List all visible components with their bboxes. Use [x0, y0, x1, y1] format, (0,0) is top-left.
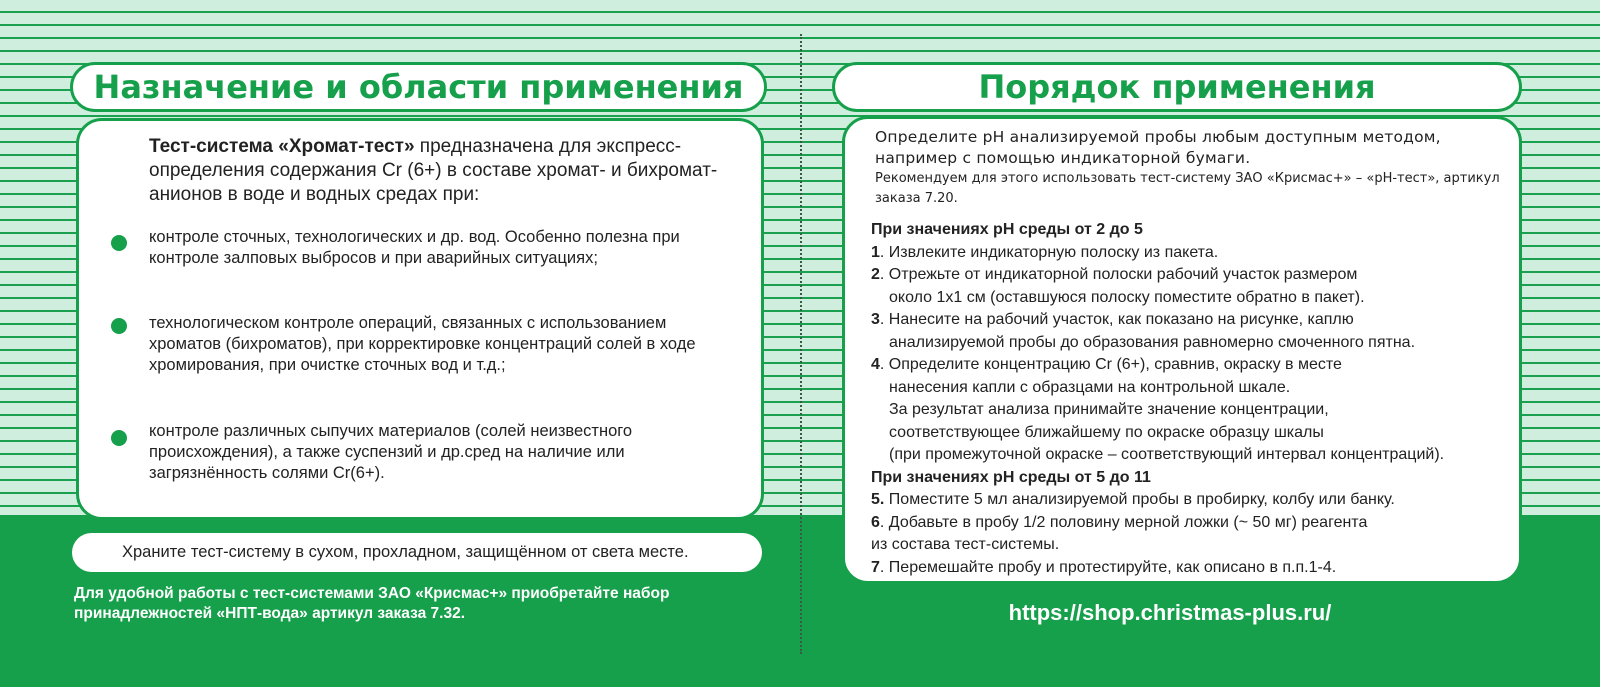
step-6: 6. Добавьте в пробу 1/2 половину мерной ложки (~ 50 мг) реагента	[871, 513, 1368, 531]
step-6-cont: из состава тест-системы.	[871, 536, 1060, 553]
ph-recommendation: Рекомендуем для этого использовать тест-систему ЗАО «Крисмас+» – «pH-тест», артикул заказа 7.20.	[875, 171, 1500, 206]
ph-lead: Определите pH анализируемой пробы любым доступным методом, например с помощью индикаторной бумаги.	[875, 128, 1441, 167]
bullet-dot-icon	[111, 430, 127, 446]
section-ph-2-5: При значениях pH среды от 2 до 5	[871, 221, 1143, 238]
step-3-cont: анализируемой пробы до образования равномерно смоченного пятна.	[889, 333, 1416, 351]
step-2: 2. Отрежьте от индикаторной полоски рабочий участок размером	[871, 266, 1358, 283]
shop-url[interactable]: https://shop.christmas-plus.ru/	[1008, 600, 1332, 625]
step-1: 1. Извлеките индикаторную полоску из пакета.	[871, 243, 1219, 261]
storage-note	[72, 533, 762, 572]
intro-paragraph	[149, 135, 729, 207]
bullet-item-2: технологическом контроле операций, связанных с использованием хроматов (бихроматов), при корректировке концентраций солей в ходе хромирования, при очистке сточных вод и т.д.;	[149, 314, 696, 374]
step-4-cont2: За результат анализа принимайте значение концентрации,	[889, 401, 1329, 418]
storage-note-text: Храните тест-систему в сухом, прохладном, защищённом от света месте.	[122, 543, 689, 561]
step-5: 5. Поместите 5 мл анализируемой пробы в пробирку, колбу или банку.	[871, 491, 1395, 508]
step-4-cont4: (при промежуточной окраске – соответствующий интервал концентраций).	[889, 446, 1445, 463]
bullet-dot-icon	[111, 235, 127, 251]
accessories-note: Для удобной работы с тест-системами ЗАО «Крисмас+» приобретайте набор принадлежностей «НПТ-вода» артикул заказа 7.32.	[74, 585, 670, 622]
intro-product-name: Тест-система «Хромат-тест»	[149, 136, 415, 157]
bullet-item-1: контроле сточных, технологических и др. вод. Особенно полезна при контроле залповых выбросов и при аварийных ситуациях;	[149, 228, 680, 267]
step-4-cont3: соответствующее ближайшему по окраске образцу шкалы	[889, 423, 1324, 441]
bullet-dot-icon	[111, 318, 127, 334]
intro-text: предназначена для экспресс-определения содержания Cr (6+) в составе хромат- и бихромат- анионов в воде и водных средах при:	[149, 136, 718, 205]
step-4-cont: нанесения капли с образцами на контрольной шкале.	[889, 378, 1291, 396]
bullet-item-3: контроле различных сыпучих материалов (солей неизвестного происхождения), а также суспензий и др.сред на наличие или загрязнённость солями Cr(6+).	[149, 422, 633, 482]
instructions	[871, 219, 1521, 579]
step-2-cont: около 1x1 см (оставшуюся полоску поместите обратно в пакет).	[889, 288, 1365, 306]
left-title	[70, 62, 767, 112]
left-title-text: Назначение и области применения	[93, 68, 744, 106]
right-panel	[842, 116, 1522, 584]
fold-line	[800, 34, 802, 654]
step-7: 7. Перемешайте пробу и протестируйте, как описано в п.п.1-4.	[871, 558, 1337, 576]
step-3: 3. Нанесите на рабочий участок, как показано на рисунке, каплю	[871, 311, 1354, 328]
left-panel	[76, 118, 764, 520]
right-title-text: Порядок применения	[978, 68, 1376, 106]
section-ph-5-11: При значениях pH среды от 5 до 11	[871, 468, 1151, 486]
step-4: 4. Определите концентрацию Cr (6+), сравнив, окраску в месте	[871, 356, 1342, 373]
right-title	[832, 62, 1522, 112]
